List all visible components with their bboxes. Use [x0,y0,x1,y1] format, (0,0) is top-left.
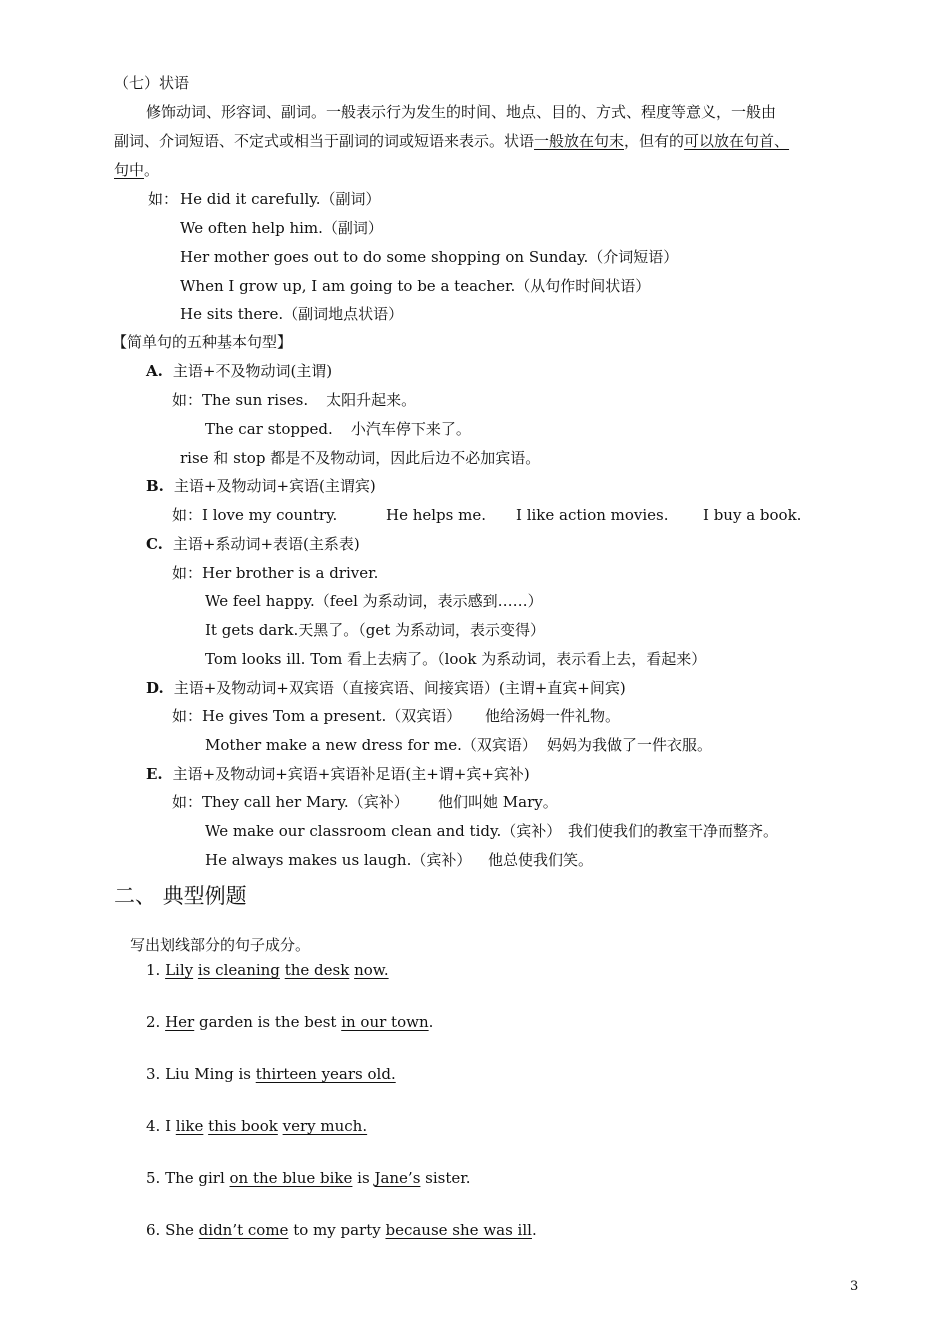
page-number: 3 [850,1279,859,1294]
pattern-e-title: E. 主语+及物动词+宾语+宾语补足语(主+谓+宾+宾补) [146,765,530,783]
underlined-part: Lily [165,961,194,979]
underlined-phrase: 一般放在句末 [534,132,625,150]
underlined-part: very much. [282,1117,368,1135]
underlined-part: is cleaning [197,961,280,979]
pattern-b-example: 如：I love my country. [172,506,338,524]
paragraph-line: 句中。 [114,161,160,179]
pattern-a-note: rise 和 stop 都是不及物动词，因此后边不必加宾语。 [180,449,541,467]
pattern-e-translation: 我们使我们的教室干净而整齐。 [568,822,779,840]
example-sentence: He sits there.（副词地点状语） [180,305,404,323]
pattern-b-title: B. 主语+及物动词+宾语(主谓宾) [146,477,376,495]
pattern-c-example: Tom looks ill. Tom 看上去病了。（look 为系动词，表示看上去，看起来） [205,650,707,668]
underlined-part: thirteen years old. [255,1065,396,1083]
pattern-a-example: The car stopped. 小汽车停下来了。 [205,420,471,438]
underlined-part: Jane’s [374,1169,421,1187]
underlined-phrase: 句中 [114,161,145,179]
pattern-a-title: A. 主语+不及物动词(主谓) [146,362,333,380]
section-heading-adverbial: （七）状语 [114,74,190,92]
exercise-question-5: 5. The girl on the blue bike is Jane’s sister. [146,1169,471,1187]
underlined-part: on the blue bike [229,1169,353,1187]
exercise-question-6: 6. She didn’t come to my party because she was ill. [146,1221,537,1239]
underlined-part: now. [354,961,389,979]
example-sentence: We often help him.（副词） [180,219,383,237]
paragraph-line: 副词、介词短语、不定式或相当于副词的词或短语来表示。状语一般放在句末，但有的可以放在句首、 [114,132,790,150]
pattern-d-translation: 他给汤姆一件礼物。 [485,707,621,725]
underlined-part: like [175,1117,204,1135]
underlined-part: in our town [341,1013,429,1031]
paragraph-line: 修饰动词、形容词、副词。一般表示行为发生的时间、地点、目的、方式、程度等意义，一般由 [146,103,777,121]
exercise-question-3: 3. Liu Ming is thirteen years old. [146,1065,396,1083]
pattern-e-example: He always makes us laugh.（宾补） [205,851,472,869]
exercise-question-2: 2. Her garden is the best in our town. [146,1013,434,1031]
pattern-e-translation: 他总使我们笑。 [488,851,594,869]
underlined-part: because she was ill [385,1221,532,1239]
example-sentence: He did it carefully.（副词） [180,190,381,208]
pattern-d-example: Mother make a new dress for me.（双宾语） [205,736,537,754]
underlined-part: the desk [284,961,350,979]
pattern-e-translation: 他们叫她 Mary。 [438,793,558,811]
patterns-heading: 【简单句的五种基本句型】 [112,333,293,351]
pattern-c-title: C. 主语+系动词+表语(主系表) [146,535,360,553]
pattern-c-example: We feel happy.（feel 为系动词，表示感到……） [205,592,543,610]
exercise-question-1: 1. Lily is cleaning the desk now. [146,961,389,979]
pattern-b-example: I like action movies. [516,506,669,524]
pattern-d-title: D. 主语+及物动词+双宾语（直接宾语、间接宾语）(主谓+直宾+间宾) [146,679,626,697]
underlined-phrase: 可以放在句首、 [684,132,790,150]
pattern-e-example: 如：They call her Mary.（宾补） [172,793,409,811]
underlined-part: this book [208,1117,278,1135]
pattern-c-example: 如：Her brother is a driver. [172,564,379,582]
underlined-part: Her [165,1013,195,1031]
underlined-part: didn’t come [198,1221,289,1239]
exercise-instruction: 写出划线部分的句子成分。 [130,936,311,954]
example-sentence: When I grow up, I am going to be a teacher.（从句作时间状语） [180,277,651,295]
pattern-b-example: I buy a book. [703,506,802,524]
exercise-question-4: 4. I like this book very much. [146,1117,368,1135]
pattern-d-translation: 妈妈为我做了一件衣服。 [547,736,713,754]
pattern-b-example: He helps me. [386,506,486,524]
example-sentence: Her mother goes out to do some shopping on Sunday.（介词短语） [180,248,679,266]
pattern-a-example: 如：The sun rises. 太阳升起来。 [172,391,417,409]
example-label: 如： [148,190,179,208]
pattern-d-example: 如：He gives Tom a present.（双宾语） [172,707,462,725]
pattern-e-example: We make our classroom clean and tidy.（宾补） [205,822,562,840]
pattern-c-example: It gets dark.天黑了。（get 为系动词，表示变得） [205,621,546,639]
section-heading-examples: 二、 典型例题 [114,884,247,908]
